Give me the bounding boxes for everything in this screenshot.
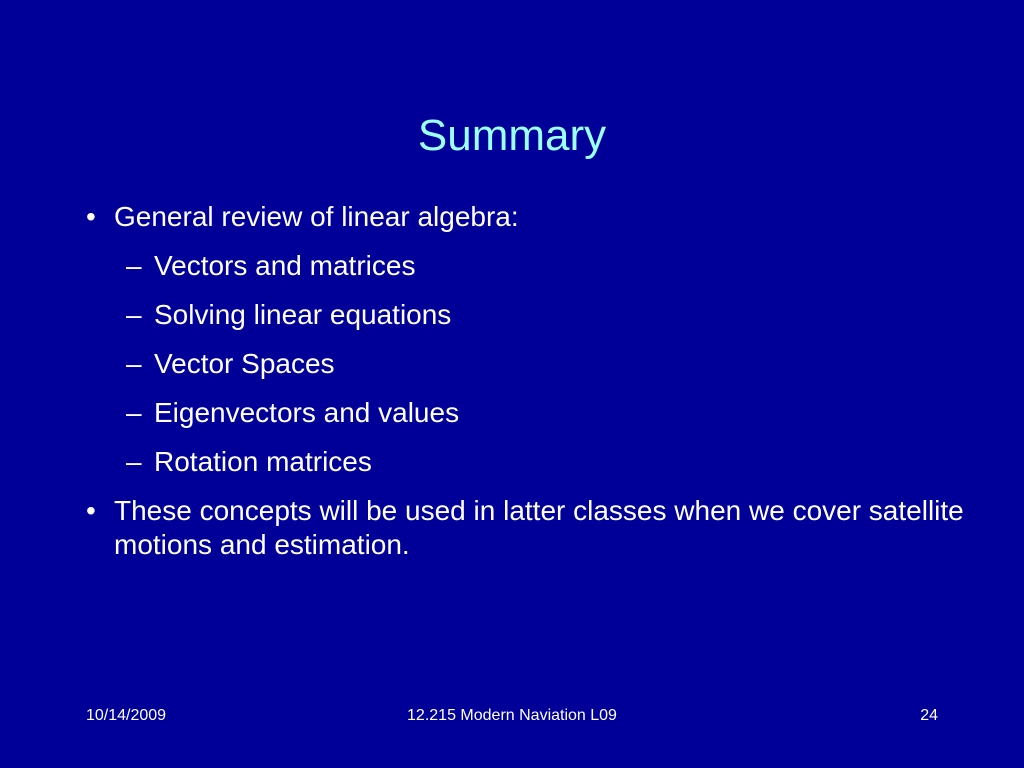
dash-marker: – bbox=[126, 250, 142, 281]
bullet-text: General review of linear algebra: bbox=[114, 201, 519, 232]
footer-date: 10/14/2009 bbox=[86, 707, 167, 724]
sub-bullet-item bbox=[86, 347, 966, 381]
dash-marker: – bbox=[126, 348, 142, 379]
footer-page-number: 24 bbox=[920, 707, 938, 724]
bullet-text: These concepts will be used in latter classes when we cover satellite motions and estimation. bbox=[114, 495, 964, 560]
sub-bullet-text: Vector Spaces bbox=[154, 348, 335, 379]
slide-body bbox=[86, 200, 966, 577]
sub-bullet-text: Eigenvectors and values bbox=[154, 397, 460, 428]
footer-course-title: 12.215 Modern Naviation L09 bbox=[407, 707, 617, 724]
dash-marker: – bbox=[126, 446, 142, 477]
sub-bullet-list bbox=[86, 249, 966, 479]
dash-marker: – bbox=[126, 397, 142, 428]
bullet-item bbox=[86, 494, 966, 562]
sub-bullet-item bbox=[86, 249, 966, 283]
sub-bullet-item bbox=[86, 396, 966, 430]
dash-marker: – bbox=[126, 299, 142, 330]
bullet-marker: • bbox=[86, 201, 96, 232]
sub-bullet-text: Vectors and matrices bbox=[154, 250, 416, 281]
sub-bullet-text: Solving linear equations bbox=[154, 299, 452, 330]
sub-bullet-text: Rotation matrices bbox=[154, 446, 372, 477]
sub-bullet-item bbox=[86, 445, 966, 479]
slide-title: Summary bbox=[417, 111, 607, 160]
bullet-item bbox=[86, 200, 966, 234]
bullet-marker: • bbox=[86, 495, 96, 526]
sub-bullet-item bbox=[86, 298, 966, 332]
